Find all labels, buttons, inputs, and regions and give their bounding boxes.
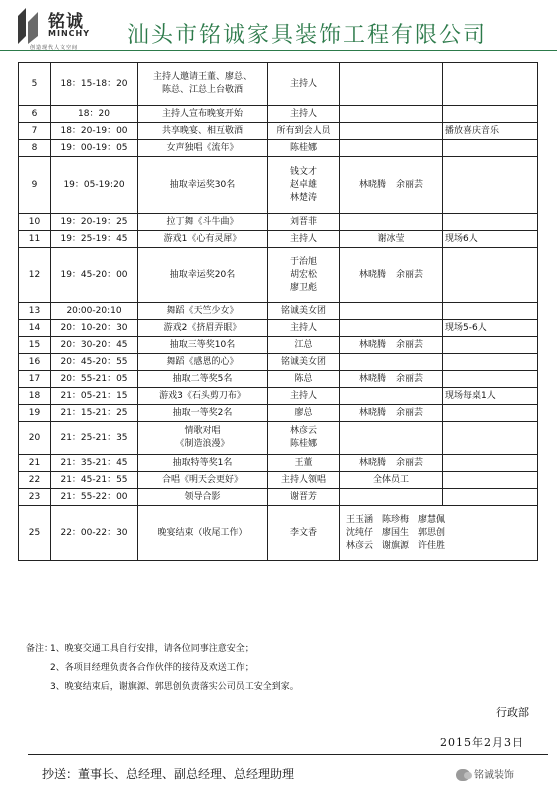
time-cell: 21：15-21：25 — [51, 405, 138, 422]
host-cell — [268, 455, 340, 472]
program-cell — [138, 489, 268, 506]
host-line: 陈桂娜 — [289, 439, 317, 449]
note-text: 2、各项目经理负责各合作伙伴的接待及欢送工作； — [50, 663, 254, 673]
host-cell — [268, 157, 340, 214]
host-cell — [268, 472, 340, 489]
staff-line: 林彦云 谢旗源 许佳胜 — [346, 540, 446, 551]
staff-name: 林晓腾 — [358, 179, 386, 190]
table-row — [19, 472, 538, 489]
note-item — [26, 678, 299, 697]
time-cell: 21：55-22：00 — [51, 489, 138, 506]
program-cell — [138, 371, 268, 388]
row-number: 7 — [19, 123, 51, 140]
staff-name: 林晓腾 — [358, 407, 386, 418]
table-row — [19, 248, 538, 303]
staff-cell — [340, 371, 443, 388]
staff-line: 谢冰莹 — [377, 233, 405, 244]
note-cell — [443, 63, 538, 106]
host-line: 林彦云 — [289, 426, 317, 436]
host-line: 王董 — [294, 457, 313, 468]
program-cell — [138, 123, 268, 140]
time-cell: 20:00-20:10 — [51, 303, 138, 320]
staff-cell — [340, 248, 443, 303]
watermark — [456, 766, 514, 781]
host-cell — [268, 489, 340, 506]
row-number: 25 — [19, 506, 51, 561]
staff-cell — [340, 303, 443, 320]
staff-cell — [340, 231, 443, 248]
host-cell — [268, 388, 340, 405]
staff-name: 林晓腾 — [358, 457, 386, 468]
row-number: 14 — [19, 320, 51, 337]
staff-cell — [340, 214, 443, 231]
row-number: 18 — [19, 388, 51, 405]
staff-cell — [340, 388, 443, 405]
program-cell — [138, 231, 268, 248]
program-line: 晚宴结束（收尾工作） — [157, 527, 248, 538]
page-header — [0, 0, 557, 56]
host-cell — [268, 506, 340, 561]
host-cell — [268, 140, 340, 157]
staff-cell — [340, 405, 443, 422]
row-number: 10 — [19, 214, 51, 231]
note-cell — [443, 106, 538, 123]
note-cell — [443, 455, 538, 472]
note-cell — [443, 214, 538, 231]
host-line: 主持人 — [289, 390, 317, 401]
host-line: 胡宏松 — [289, 269, 317, 280]
row-number: 8 — [19, 140, 51, 157]
time-cell: 21：35-21：45 — [51, 455, 138, 472]
issuing-department: 行政部 — [496, 706, 529, 719]
table-row — [19, 214, 538, 231]
table-row — [19, 337, 538, 354]
program-line: 抽取二等奖5名 — [172, 373, 233, 384]
row-number: 21 — [19, 455, 51, 472]
staff-cell — [340, 106, 443, 123]
program-cell — [138, 506, 268, 561]
table-row — [19, 157, 538, 214]
staff-name: 余丽芸 — [396, 457, 424, 468]
note-cell — [443, 248, 538, 303]
time-cell: 21：25-21：35 — [51, 422, 138, 455]
company-logo-icon — [16, 6, 42, 46]
staff-cell — [340, 506, 538, 561]
time-cell: 19：45-20：00 — [51, 248, 138, 303]
time-cell: 19：05-19:20 — [51, 157, 138, 214]
host-line: 主持人 — [289, 78, 317, 89]
note-cell — [443, 157, 538, 214]
host-cell — [268, 123, 340, 140]
program-line: 抽取特等奖1名 — [172, 457, 233, 468]
staff-cell — [340, 63, 443, 106]
program-line: 陈总、江总上台敬酒 — [161, 85, 243, 95]
row-number: 19 — [19, 405, 51, 422]
program-cell — [138, 214, 268, 231]
staff-name: 余丽芸 — [396, 339, 424, 350]
staff-cell — [340, 489, 443, 506]
row-number: 22 — [19, 472, 51, 489]
note-text: 3、晚宴结束后，谢旗源、郭思创负责落实公司员工安全到家。 — [50, 682, 299, 692]
table-row — [19, 489, 538, 506]
program-line: 合唱《明天会更好》 — [161, 474, 243, 485]
host-line: 于治旭 — [289, 256, 317, 267]
host-line: 廖卫彪 — [289, 282, 317, 293]
host-line: 林楚涛 — [289, 192, 317, 203]
time-cell: 19：20-19：25 — [51, 214, 138, 231]
staff-name: 林晓腾 — [358, 339, 386, 350]
time-cell: 21：05-21：15 — [51, 388, 138, 405]
table-row — [19, 422, 538, 455]
program-line: 女声独唱《流年》 — [166, 142, 239, 153]
host-line: 所有到会人员 — [276, 125, 331, 136]
time-cell: 18：20-19：00 — [51, 123, 138, 140]
time-cell: 20：10-20：30 — [51, 320, 138, 337]
row-number: 5 — [19, 63, 51, 106]
host-line: 刘晋菲 — [289, 216, 317, 227]
time-cell: 19：25-19：45 — [51, 231, 138, 248]
staff-name: 林晓腾 — [358, 269, 386, 280]
host-cell — [268, 248, 340, 303]
program-cell — [138, 140, 268, 157]
host-cell — [268, 405, 340, 422]
program-line: 领导合影 — [184, 491, 221, 502]
program-cell — [138, 455, 268, 472]
table-row — [19, 63, 538, 106]
table-row — [19, 231, 538, 248]
wechat-icon — [456, 769, 470, 781]
staff-cell — [340, 455, 443, 472]
note-cell — [443, 303, 538, 320]
program-cell — [138, 422, 268, 455]
company-name: 汕头市铭诚家具装饰工程有限公司 — [127, 23, 488, 48]
row-number: 20 — [19, 422, 51, 455]
program-line: 舞蹈《感恩的心》 — [166, 356, 239, 367]
row-number: 16 — [19, 354, 51, 371]
host-line: 李文香 — [289, 527, 317, 538]
logo-chinese-name: 铭诚 — [48, 12, 84, 32]
table-row — [19, 506, 538, 561]
program-line: 主持人邀请王董、廖总、 — [152, 72, 252, 82]
staff-line: 沈纯仔 廖国生 郭思创 — [346, 527, 446, 538]
time-cell: 18：15-18：20 — [51, 63, 138, 106]
table-row — [19, 354, 538, 371]
program-line: 舞蹈《天竺少女》 — [166, 305, 239, 316]
program-cell — [138, 354, 268, 371]
host-cell — [268, 214, 340, 231]
time-cell: 20：55-21：05 — [51, 371, 138, 388]
program-cell — [138, 405, 268, 422]
row-number: 15 — [19, 337, 51, 354]
host-cell — [268, 337, 340, 354]
row-number: 23 — [19, 489, 51, 506]
cc-recipients: 抄送：董事长、总经理、副总经理、总经理助理 — [42, 767, 295, 781]
time-cell: 21：45-21：55 — [51, 472, 138, 489]
host-line: 铭诚美女团 — [280, 305, 326, 316]
row-number: 17 — [19, 371, 51, 388]
program-cell — [138, 388, 268, 405]
program-line: 游戏1《心有灵犀》 — [163, 233, 242, 244]
time-cell: 20：30-20：45 — [51, 337, 138, 354]
note-cell — [443, 354, 538, 371]
program-cell — [138, 106, 268, 123]
program-line: 抽取幸运奖20名 — [169, 269, 236, 280]
time-cell: 19：00-19：05 — [51, 140, 138, 157]
host-line: 陈总 — [294, 373, 313, 384]
host-line: 廖总 — [294, 407, 313, 418]
time-cell: 22：00-22：30 — [51, 506, 138, 561]
note-item — [26, 659, 299, 678]
program-line: 共享晚宴、相互敬酒 — [161, 125, 243, 136]
program-cell — [138, 303, 268, 320]
host-cell — [268, 63, 340, 106]
program-cell — [138, 337, 268, 354]
staff-name: 余丽芸 — [396, 269, 424, 280]
note-cell: 现场每桌1人 — [443, 388, 538, 405]
notes-label: 备注： — [26, 644, 54, 654]
time-cell: 18：20 — [51, 106, 138, 123]
staff-cell — [340, 354, 443, 371]
host-line: 铭诚美女团 — [280, 356, 326, 367]
program-line: 《制造浪漫》 — [175, 439, 230, 449]
table-row — [19, 320, 538, 337]
host-line: 主持人 — [289, 233, 317, 244]
row-number: 11 — [19, 231, 51, 248]
time-cell: 20：45-20：55 — [51, 354, 138, 371]
watermark-text: 铭诚装饰 — [474, 770, 514, 781]
table-row — [19, 455, 538, 472]
note-cell: 现场5-6人 — [443, 320, 538, 337]
table-row — [19, 123, 538, 140]
program-line: 游戏2《挤眉弄眼》 — [163, 322, 242, 333]
program-line: 抽取一等奖2名 — [172, 407, 233, 418]
host-cell — [268, 106, 340, 123]
staff-line: 全体员工 — [372, 474, 409, 485]
program-cell — [138, 320, 268, 337]
note-cell — [443, 472, 538, 489]
host-line: 赵卓雄 — [289, 179, 317, 190]
host-line: 谢晋芳 — [289, 491, 317, 502]
program-cell — [138, 248, 268, 303]
table-row — [19, 388, 538, 405]
host-line: 陈桂娜 — [289, 142, 317, 153]
host-line: 主持人领唱 — [280, 474, 326, 485]
program-line: 游戏3《石头剪刀布》 — [159, 390, 246, 401]
cc-divider — [28, 754, 548, 755]
table-row — [19, 371, 538, 388]
note-cell — [443, 422, 538, 455]
program-line: 拉丁舞《斗牛曲》 — [166, 216, 239, 227]
note-cell — [443, 489, 538, 506]
host-cell — [268, 422, 340, 455]
host-cell — [268, 320, 340, 337]
host-line: 钱文才 — [289, 166, 317, 177]
table-row — [19, 303, 538, 320]
staff-cell — [340, 320, 443, 337]
note-cell — [443, 405, 538, 422]
program-line: 抽取幸运奖30名 — [169, 179, 236, 190]
table-row — [19, 106, 538, 123]
program-cell — [138, 472, 268, 489]
note-item — [26, 640, 299, 659]
logo-english-name: MINCHY — [48, 29, 90, 38]
issue-date: 2015年2月3日 — [440, 736, 524, 749]
staff-cell — [340, 157, 443, 214]
staff-cell — [340, 472, 443, 489]
program-line: 抽取三等奖10名 — [169, 339, 236, 350]
schedule-table — [18, 62, 538, 561]
staff-name: 林晓腾 — [358, 373, 386, 384]
note-cell — [443, 371, 538, 388]
row-number: 12 — [19, 248, 51, 303]
staff-line: 王玉涵 陈珍梅 廖慧佩 — [346, 514, 446, 525]
staff-name: 余丽芸 — [396, 373, 424, 384]
host-cell — [268, 354, 340, 371]
program-line: 情歌对唱 — [184, 426, 221, 436]
host-cell — [268, 303, 340, 320]
host-cell — [268, 371, 340, 388]
note-cell: 现场6人 — [443, 231, 538, 248]
table-row — [19, 405, 538, 422]
program-cell — [138, 157, 268, 214]
note-text: 1、晚宴交通工具自行安排，请各位同事注意安全； — [50, 644, 254, 654]
staff-cell — [340, 140, 443, 157]
staff-name: 余丽芸 — [396, 179, 424, 190]
staff-name: 余丽芸 — [396, 407, 424, 418]
note-cell: 播放喜庆音乐 — [443, 123, 538, 140]
staff-cell — [340, 337, 443, 354]
row-number: 13 — [19, 303, 51, 320]
row-number: 9 — [19, 157, 51, 214]
header-divider — [0, 50, 557, 51]
table-row — [19, 140, 538, 157]
host-cell — [268, 231, 340, 248]
note-cell — [443, 337, 538, 354]
row-number: 6 — [19, 106, 51, 123]
program-line: 主持人宣布晚宴开始 — [161, 108, 243, 119]
staff-cell — [340, 123, 443, 140]
program-cell — [138, 63, 268, 106]
notes-section — [26, 640, 299, 697]
host-line: 主持人 — [289, 108, 317, 119]
note-cell — [443, 140, 538, 157]
host-line: 主持人 — [289, 322, 317, 333]
staff-cell — [340, 422, 443, 455]
logo-slogan: 创造现代人文空间 — [30, 45, 79, 51]
host-line: 江总 — [294, 339, 313, 350]
